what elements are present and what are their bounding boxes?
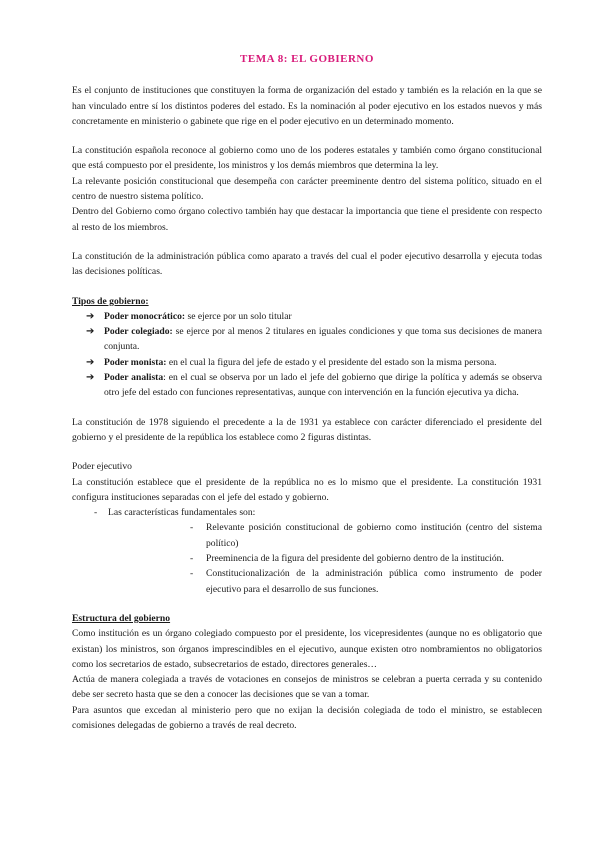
item-term: Poder monista: [104,356,167,368]
list-item [108,551,542,566]
poder-text: La constitución establece que el presidente de la república no es lo mismo que el presidente. La constitución 1931 configura instituciones separadas con el jefe del estado y gobierno. [72,476,542,503]
dash-bullet: - [190,522,194,534]
item-text: en el cual la figura del jefe de estado y el presidente del estado son la misma persona. [166,356,497,368]
list-item [76,324,542,355]
list-item [76,370,542,401]
list-item [76,355,542,370]
constitution-1978-paragraph: La constitución de 1978 siguiendo el precedente a la de 1931 ya establece con carácter diferenciado el presidente del gobierno y el presidente de la república los establece como 2 figuras distintas. [72,416,542,443]
arrow-icon: ➔ [86,356,95,368]
sub-heading: Las características fundamentales son: [108,507,256,519]
arrow-icon: ➔ [86,372,95,384]
arrow-icon: ➔ [86,310,95,322]
dash-bullet: - [94,507,98,519]
item-text: se ejerce por al menos 2 titulares en iguales condiciones y que toma sus decisiones de manera conjunta. [104,326,542,353]
document-title: TEMA 8: EL GOBIERNO [240,53,374,65]
intro-paragraph: Es el conjunto de instituciones que constituyen la forma de organización del estado y también es la relación en la que se han vinculado entre sí los distintos poderes del estado. Es la nominación al poder ejecutivo en los estados nuevos y más concretamente en ministerio o gabinete que rige en el poder ejecutivo en un determinado momento. [72,85,542,127]
list-item [72,505,542,597]
tipos-list [72,309,542,401]
item-term: Poder analista [104,372,164,384]
item-text: Constitucionalización de la administración pública como instrumento de poder ejecutivo para el desarrollo de sus funciones. [206,568,542,595]
estructura-paragraph-1: Como institución es un órgano colegiado compuesto por el presidente, los vicepresidentes (aunque no es obligatorio que existan) los ministros, son órganos imprescindibles en el ejecutivo, aunque existen otro nombramientos no obligatorios como los secretarios de estado, subsecretarios de estado, directores generales… [72,628,542,670]
estructura-paragraph-3: Para asuntos que excedan al ministerio pero que no exijan la decisión colegiada de todo el ministro, se establecen comisiones delegadas de gobierno a través de real decreto. [72,704,542,731]
poder-list [72,505,542,597]
list-item [108,520,542,551]
item-term: Poder monocrático: [104,310,186,322]
arrow-icon: ➔ [86,326,95,338]
list-item [76,309,542,324]
dash-bullet: - [190,568,194,580]
item-text: Preeminencia de la figura del presidente del gobierno dentro de la institución. [206,553,504,565]
estructura-heading: Estructura del gobierno [72,612,171,624]
dash-bullet: - [190,553,194,565]
document-page [72,52,542,733]
item-text: Relevante posición constitucional de gobierno como institución (centro del sistema político) [206,522,542,549]
constitution-paragraph-1: La constitución española reconoce al gobierno como uno de los poderes estatales y también como órgano constitucional que está compuesto por el presidente, los ministros y los demás miembros que determina la ley. [72,145,542,172]
item-term: Poder colegiado: [104,326,173,338]
administration-paragraph: La constitución de la administración pública como aparato a través del cual el poder ejecutivo desarrolla y ejecuta todas las decisiones políticas. [72,250,542,278]
estructura-paragraph-2: Actúa de manera colegiada a través de votaciones en consejos de ministros se celebran a puerta cerrada y su contenido debe ser secreto hasta que se den a conocer las decisiones que se van a tomar. [72,674,542,701]
poder-heading: Poder ejecutivo [72,461,132,473]
characteristics-list [108,520,542,596]
tipos-heading: Tipos de gobierno: [72,295,149,307]
constitution-paragraph-2: La relevante posición constitucional que desempeña con carácter preeminente dentro del sistema político, situado en el centro de nuestro sistema político. [72,175,542,203]
list-item [108,566,542,597]
item-text: se ejerce por un solo titular [185,310,292,322]
constitution-paragraph-3: Dentro del Gobierno como órgano colectivo también hay que destacar la importancia que tiene el presidente con respecto al resto de los miembros. [72,206,542,233]
item-text: : en el cual se observa por un lado el jefe del gobierno que dirige la política y además se observa otro jefe del estado con funciones representativas, aunque con intervención en la función ejecutiva ya dicha. [104,372,542,399]
